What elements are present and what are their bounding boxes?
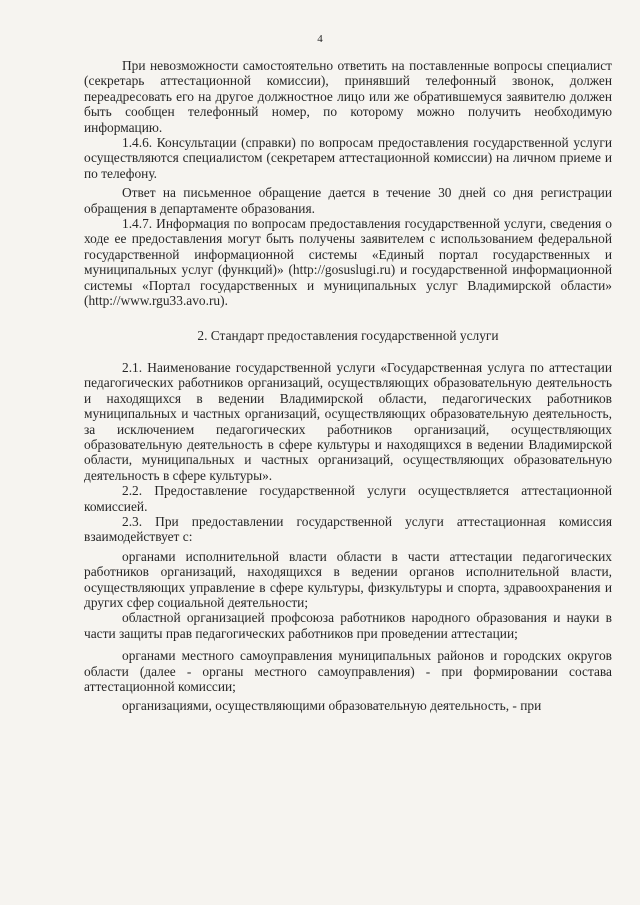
- paragraph: 1.4.6. Консультации (справки) по вопросам предоставления государственной услуги осуществляются специалистом (секретарем аттестационной комиссии) на личном приеме и по телефону.: [84, 135, 612, 181]
- paragraph: Ответ на письменное обращение дается в течение 30 дней со дня регистрации обращения в департаменте образования.: [84, 185, 612, 216]
- page-number: 4: [317, 33, 323, 45]
- paragraph: 2.1. Наименование государственной услуги «Государственная услуга по аттестации педагогических работников организаций, осуществляющих образовательную деятельность и находящихся в ведении Владимирской области, педагогических работников муниципальных и частных организаций, осуществляющих образовательную деятельность, за исключением педагогических работников организаций, осуществляющих образовательную деятельность в сфере культуры и находящихся в ведении Владимирской области, муниципальных и частных организаций, осуществляющих образовательную деятельность в сфере культуры».: [84, 359, 612, 483]
- document-body: [84, 58, 612, 714]
- list-item: областной организацией профсоюза работников народного образования и науки в части защиты прав педагогических работников при проведении аттестации;: [84, 610, 612, 641]
- paragraph: 1.4.7. Информация по вопросам предоставления государственной услуги, сведения о ходе ее предоставления могут быть получены заявителем с использованием федеральной государственной информационной системы «Единый портал государственных и муниципальных услуг (функций)» (http://gosuslugi.ru) и государственной информационной системы «Портал государственных и муниципальных услуг Владимирской области» (http://www.rgu33.avo.ru).: [84, 216, 612, 309]
- list-item: органами исполнительной власти области в части аттестации педагогических работников организаций, находящихся в ведении органов исполнительной власти, осуществляющих управление в сфере культуры, физкультуры и спорта, здравоохранения и других сфер социальной деятельности;: [84, 548, 612, 610]
- list-item: организациями, осуществляющими образовательную деятельность, - при: [122, 698, 542, 714]
- paragraph: 2.2. Предоставление государственной услуги осуществляется аттестационной комиссией.: [84, 483, 612, 514]
- list-item: органами местного самоуправления муниципальных районов и городских округов области (далее - органы местного самоуправления) - при формировании состава аттестационной комиссии;: [84, 648, 612, 695]
- section-heading: 2. Стандарт предоставления государственной услуги: [197, 327, 499, 343]
- paragraph: 2.3. При предоставлении государственной услуги аттестационная комиссия взаимодействует с:: [84, 513, 612, 545]
- paragraph: При невозможности самостоятельно ответить на поставленные вопросы специалист (секретарь аттестационной комиссии), принявший телефонный звонок, должен переадресовать его на другое должностное лицо или же обратившемуся заявителю должен быть сообщен телефонный номер, по которому можно получить необходимую информацию.: [84, 58, 612, 135]
